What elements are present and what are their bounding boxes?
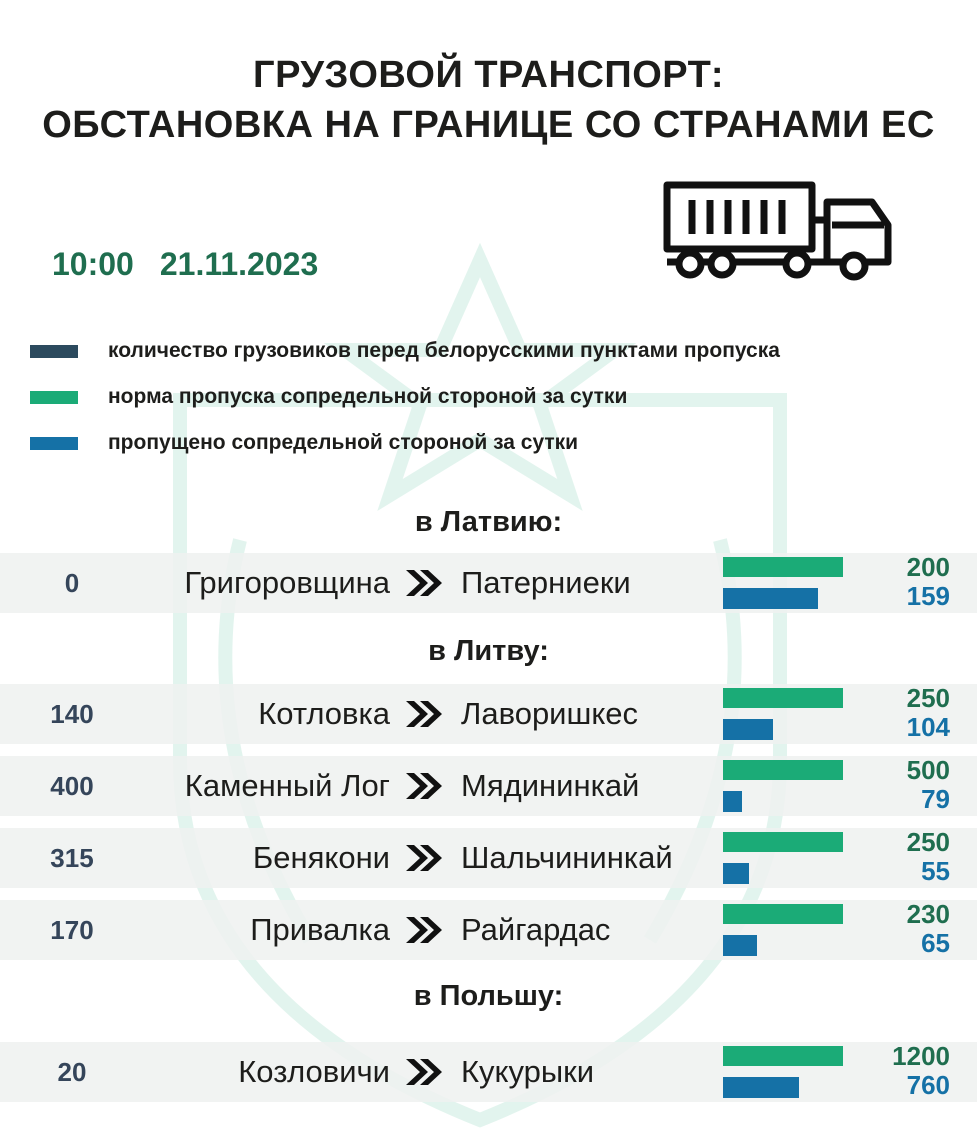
bar-norm (723, 904, 843, 924)
legend-swatch-trucks-before (30, 345, 78, 358)
norm-value: 250 (906, 683, 950, 713)
double-chevron-right-icon (404, 568, 444, 598)
legend-label-trucks-before: количество грузовиков перед белорусскими пунктами пропуска (108, 339, 780, 362)
section-title-latvia (0, 506, 977, 539)
legend-item-norm (30, 376, 930, 420)
section-title-lithuania (0, 635, 977, 668)
checkpoint-from: Каменный Лог (184, 768, 390, 803)
trucks-before-count: 20 (57, 1057, 87, 1087)
trucks-before-count: 315 (50, 843, 94, 873)
bar-passed (723, 588, 818, 609)
checkpoint-to: Патерниеки (461, 565, 631, 600)
section-title-lithuania-text: в Литву: (428, 635, 549, 667)
passed-value: 55 (921, 856, 950, 886)
legend-item-trucks-before (30, 330, 930, 374)
section-title-poland-text: в Польшу: (413, 980, 564, 1012)
checkpoint-to: Шальчининкай (461, 840, 673, 875)
trucks-before-count: 0 (64, 568, 80, 598)
page-title (0, 50, 977, 150)
legend-swatch-norm (30, 391, 78, 404)
bar-norm (723, 688, 843, 708)
bar-passed (723, 791, 742, 812)
section-title-latvia-text: в Латвию: (414, 506, 563, 538)
table-row (0, 828, 977, 888)
bar-norm (723, 760, 843, 780)
norm-value: 230 (906, 899, 950, 929)
truck-icon (662, 180, 894, 282)
bar-norm (723, 832, 843, 852)
checkpoint-from: Козловичи (238, 1054, 390, 1089)
norm-value: 1200 (892, 1041, 950, 1071)
norm-value: 200 (906, 552, 950, 582)
legend-item-passed (30, 422, 930, 466)
checkpoint-to: Райгардас (461, 912, 611, 947)
checkpoint-from: Григоровщина (184, 565, 390, 600)
timestamp (52, 246, 318, 283)
bar-passed (723, 719, 773, 740)
legend-label-norm: норма пропуска сопредельной стороной за сутки (108, 385, 628, 408)
table-row (0, 900, 977, 960)
bar-norm (723, 557, 843, 577)
bar-passed (723, 1077, 799, 1098)
checkpoint-from: Бенякони (252, 840, 390, 875)
title-line-2: ОБСТАНОВКА НА ГРАНИЦЕ СО СТРАНАМИ ЕС (42, 104, 935, 146)
bar-norm (723, 1046, 843, 1066)
table-row (0, 684, 977, 744)
checkpoint-to: Лаворишкес (461, 696, 639, 731)
double-chevron-right-icon (404, 915, 444, 945)
trucks-before-count: 400 (50, 771, 94, 801)
bar-passed (723, 863, 749, 884)
double-chevron-right-icon (404, 843, 444, 873)
title-line-1: ГРУЗОВОЙ ТРАНСПОРТ: (253, 54, 724, 96)
norm-value: 500 (906, 755, 950, 785)
double-chevron-right-icon (404, 771, 444, 801)
passed-value: 159 (906, 581, 950, 611)
checkpoint-from: Котловка (258, 696, 390, 731)
table-row (0, 553, 977, 613)
passed-value: 104 (906, 712, 950, 742)
legend-swatch-passed (30, 437, 78, 450)
legend-label-passed: пропущено сопредельной стороной за сутки (108, 431, 579, 454)
bar-passed (723, 935, 757, 956)
time-label: 10:00 (52, 246, 134, 282)
double-chevron-right-icon (404, 1057, 444, 1087)
checkpoint-from: Привалка (250, 912, 390, 947)
checkpoint-to: Мядининкай (461, 768, 640, 803)
norm-value: 250 (906, 827, 950, 857)
section-title-poland (0, 980, 977, 1013)
passed-value: 79 (921, 784, 950, 814)
passed-value: 760 (906, 1070, 950, 1100)
double-chevron-right-icon (404, 699, 444, 729)
table-row (0, 1042, 977, 1102)
date-label: 21.11.2023 (159, 246, 319, 282)
trucks-before-count: 140 (50, 699, 94, 729)
passed-value: 65 (921, 928, 950, 958)
trucks-before-count: 170 (50, 915, 94, 945)
checkpoint-to: Кукурыки (461, 1054, 595, 1089)
table-row (0, 756, 977, 816)
